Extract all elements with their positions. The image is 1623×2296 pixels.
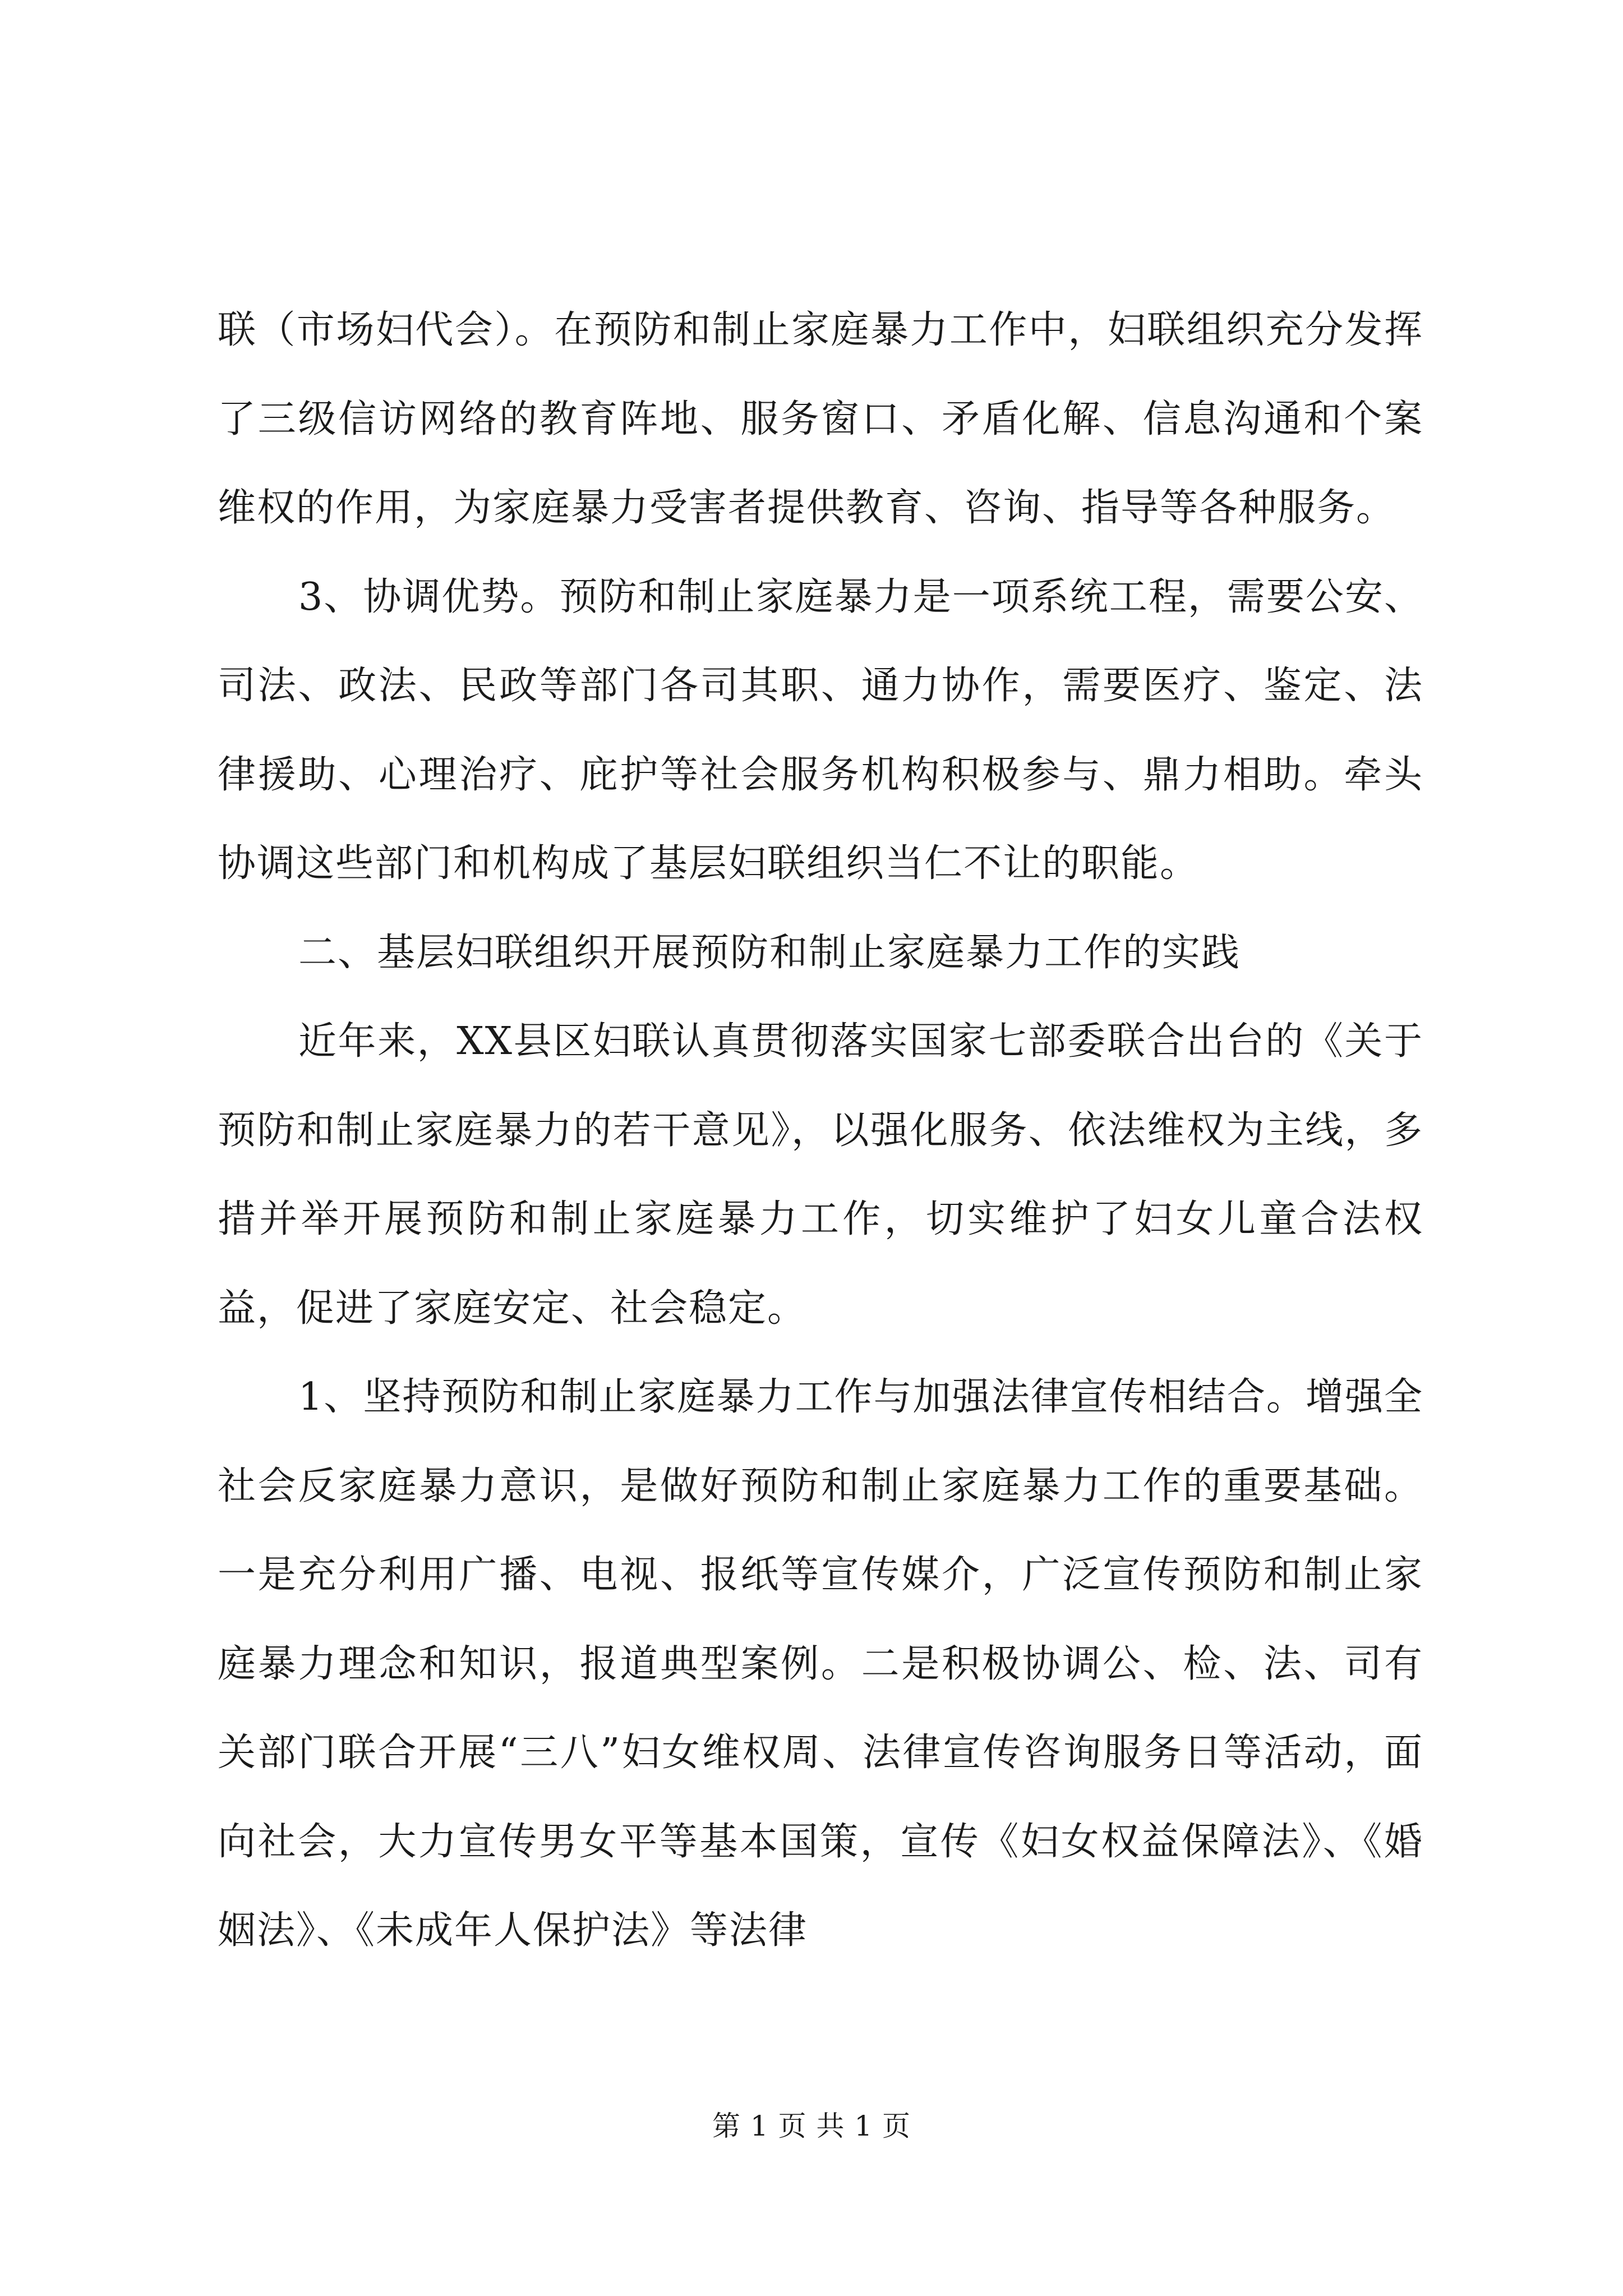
paragraph-legal-publicity: 1、坚持预防和制止家庭暴力工作与加强法律宣传相结合。增强全社会反家庭暴力意识，是做好预防和制止家庭暴力工作的重要基础。一是充分利用广播、电视、报纸等宣传媒介，广泛宣传预防和制止家庭暴力理念和知识，报道典型案例。二是积极协调公、检、法、司有关部门联合开展“三八”妇女维权周、法律宣传咨询服务日等活动，面向社会，大力宣传男女平等基本国策，宣传《妇女权益保障法》、《婚姻法》、《未成年人保护法》等法律 (218, 1375, 1423, 1953)
document-body (218, 286, 1423, 1976)
section-heading-practice: 二、基层妇联组织开展预防和制止家庭暴力工作的实践 (298, 930, 1241, 975)
paragraph-recent-years: 近年来，XX县区妇联认真贯彻落实国家七部委联合出台的《关于预防和制止家庭暴力的若干意见》，以强化服务、依法维权为主线，多措并举开展预防和制止家庭暴力工作，切实维护了妇女儿童合法权益，促进了家庭安定、社会稳定。 (218, 1019, 1423, 1331)
paragraph-coordination-advantage: 3、协调优势。预防和制止家庭暴力是一项系统工程，需要公安、司法、政法、民政等部门各司其职、通力协作，需要医疗、鉴定、法律援助、心理治疗、庇护等社会服务机构积极参与、鼎力相助。牵头协调这些部门和机构成了基层妇联组织当仁不让的职能。 (218, 574, 1423, 886)
paragraph-continuation: 联（市场妇代会）。在预防和制止家庭暴力工作中，妇联组织充分发挥了三级信访网络的教育阵地、服务窗口、矛盾化解、信息沟通和个案维权的作用，为家庭暴力受害者提供教育、咨询、指导等各种服务。 (218, 308, 1423, 530)
page-footer: 第 1 页 共 1 页 (712, 2110, 911, 2142)
